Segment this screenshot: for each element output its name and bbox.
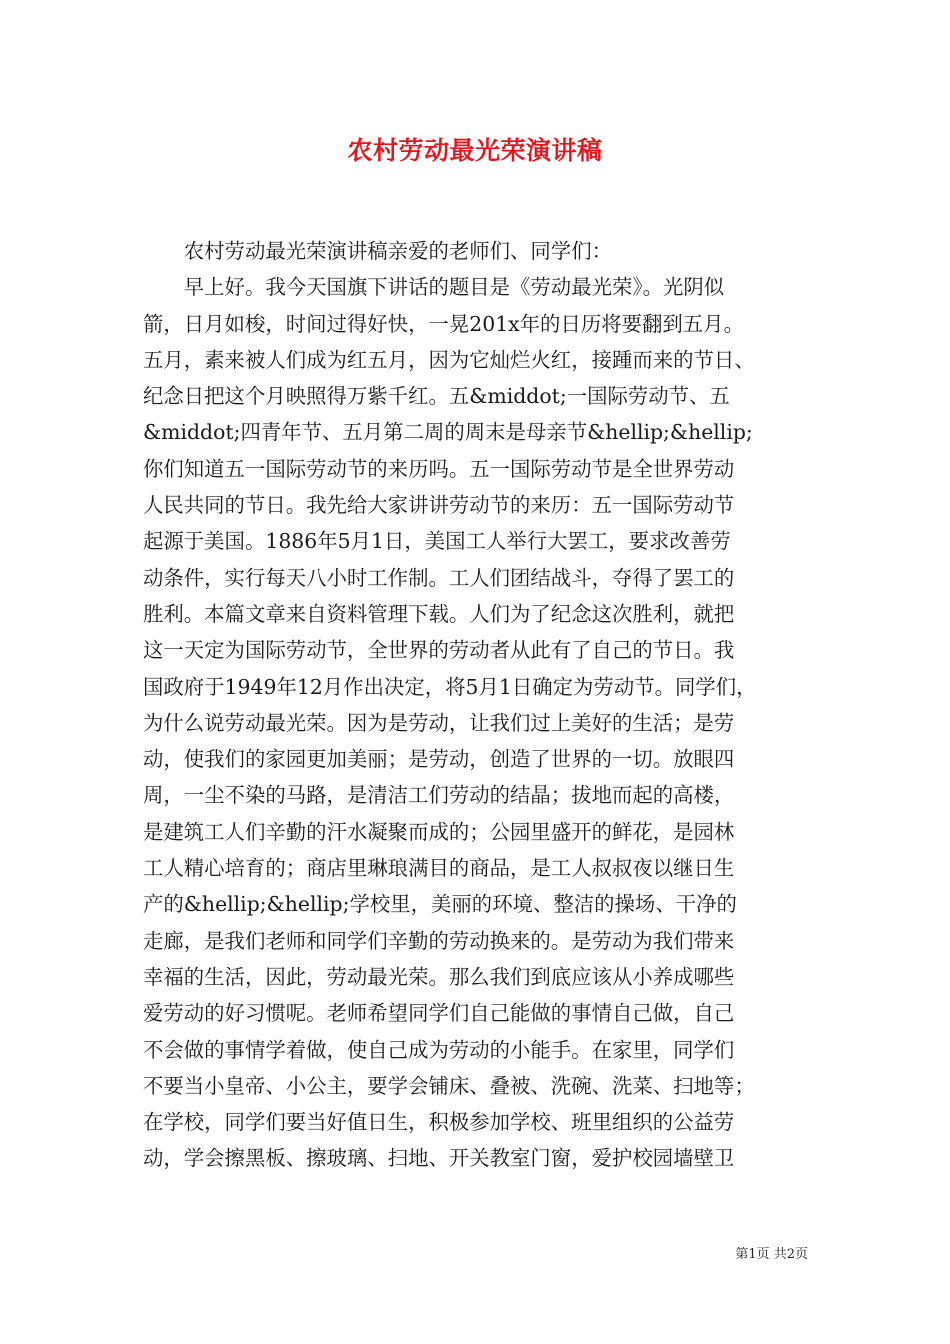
document-body: [143, 233, 818, 1177]
body-line: 爱劳动的好习惯呢。老师希望同学们自己能做的事情自己做，自己: [143, 1001, 735, 1026]
body-line: 人民共同的节日。我先给大家讲讲劳动节的来历：五一国际劳动节: [143, 493, 735, 518]
body-line: 幸福的生活，因此，劳动最光荣。那么我们到底应该从小养成哪些: [143, 964, 735, 989]
body-line: 这一天定为国际劳动节，全世界的劳动者从此有了自己的节日。我: [143, 638, 735, 663]
body-line: 你们知道五一国际劳动节的来历吗。五一国际劳动节是全世界劳动: [143, 456, 735, 481]
body-line: 五月，素来被人们成为红五月，因为它灿烂火红，接踵而来的节日、: [143, 347, 755, 372]
body-line: 起源于美国。1886年5月1日，美国工人举行大罢工，要求改善劳: [143, 529, 731, 554]
body-line: 动，学会擦黑板、擦玻璃、扫地、开关教室门窗，爱护校园墙壁卫: [143, 1146, 735, 1171]
page-number-footer: 第1页 共2页: [735, 1247, 808, 1262]
body-line: 在学校，同学们要当好值日生，积极参加学校、班里组织的公益劳: [143, 1110, 735, 1135]
document-title: 农村劳动最光荣演讲稿: [347, 136, 603, 165]
body-line: 走廊，是我们老师和同学们辛勤的劳动换来的。是劳动为我们带来: [143, 928, 735, 953]
body-line: 纪念日把这个月映照得万紫千红。五&middot;一国际劳动节、五: [143, 384, 730, 409]
body-line: &middot;四青年节、五月第二周的周末是母亲节&hellip;&hellip;: [143, 420, 753, 445]
body-line: 产的&hellip;&hellip;学校里，美丽的环境、整洁的操场、干净的: [143, 892, 737, 917]
body-line: 动，使我们的家园更加美丽；是劳动，创造了世界的一切。放眼四: [143, 747, 735, 772]
body-line: 为什么说劳动最光荣。因为是劳动，让我们过上美好的生活；是劳: [143, 710, 735, 735]
body-line: 是建筑工人们辛勤的汗水凝聚而成的；公园里盛开的鲜花，是园林: [143, 819, 735, 844]
body-line: 动条件，实行每天八小时工作制。工人们团结战斗，夺得了罢工的: [143, 565, 735, 590]
body-line: 国政府于1949年12月作出决定，将5月1日确定为劳动节。同学们，: [143, 674, 757, 699]
body-line: 箭，日月如梭，时间过得好快，一晃201x年的日历将要翻到五月。: [143, 311, 744, 336]
body-line: 不会做的事情学着做，使自己成为劳动的小能手。在家里，同学们: [143, 1037, 735, 1062]
body-line: 早上好。我今天国旗下讲话的题目是《劳动最光荣》。光阴似: [143, 275, 725, 300]
body-line: 周，一尘不染的马路，是清洁工们劳动的结晶；拔地而起的高楼，: [143, 783, 735, 808]
body-line: 农村劳动最光荣演讲稿亲爱的老师们、同学们：: [143, 239, 612, 263]
body-line: 工人精心培育的；商店里琳琅满目的商品，是工人叔叔夜以继日生: [143, 856, 735, 881]
body-line: 胜利。本篇文章来自资料管理下载。人们为了纪念这次胜利，就把: [143, 601, 735, 626]
body-line: 不要当小皇帝、小公主，要学会铺床、叠被、洗碗、洗菜、扫地等；: [143, 1073, 755, 1098]
